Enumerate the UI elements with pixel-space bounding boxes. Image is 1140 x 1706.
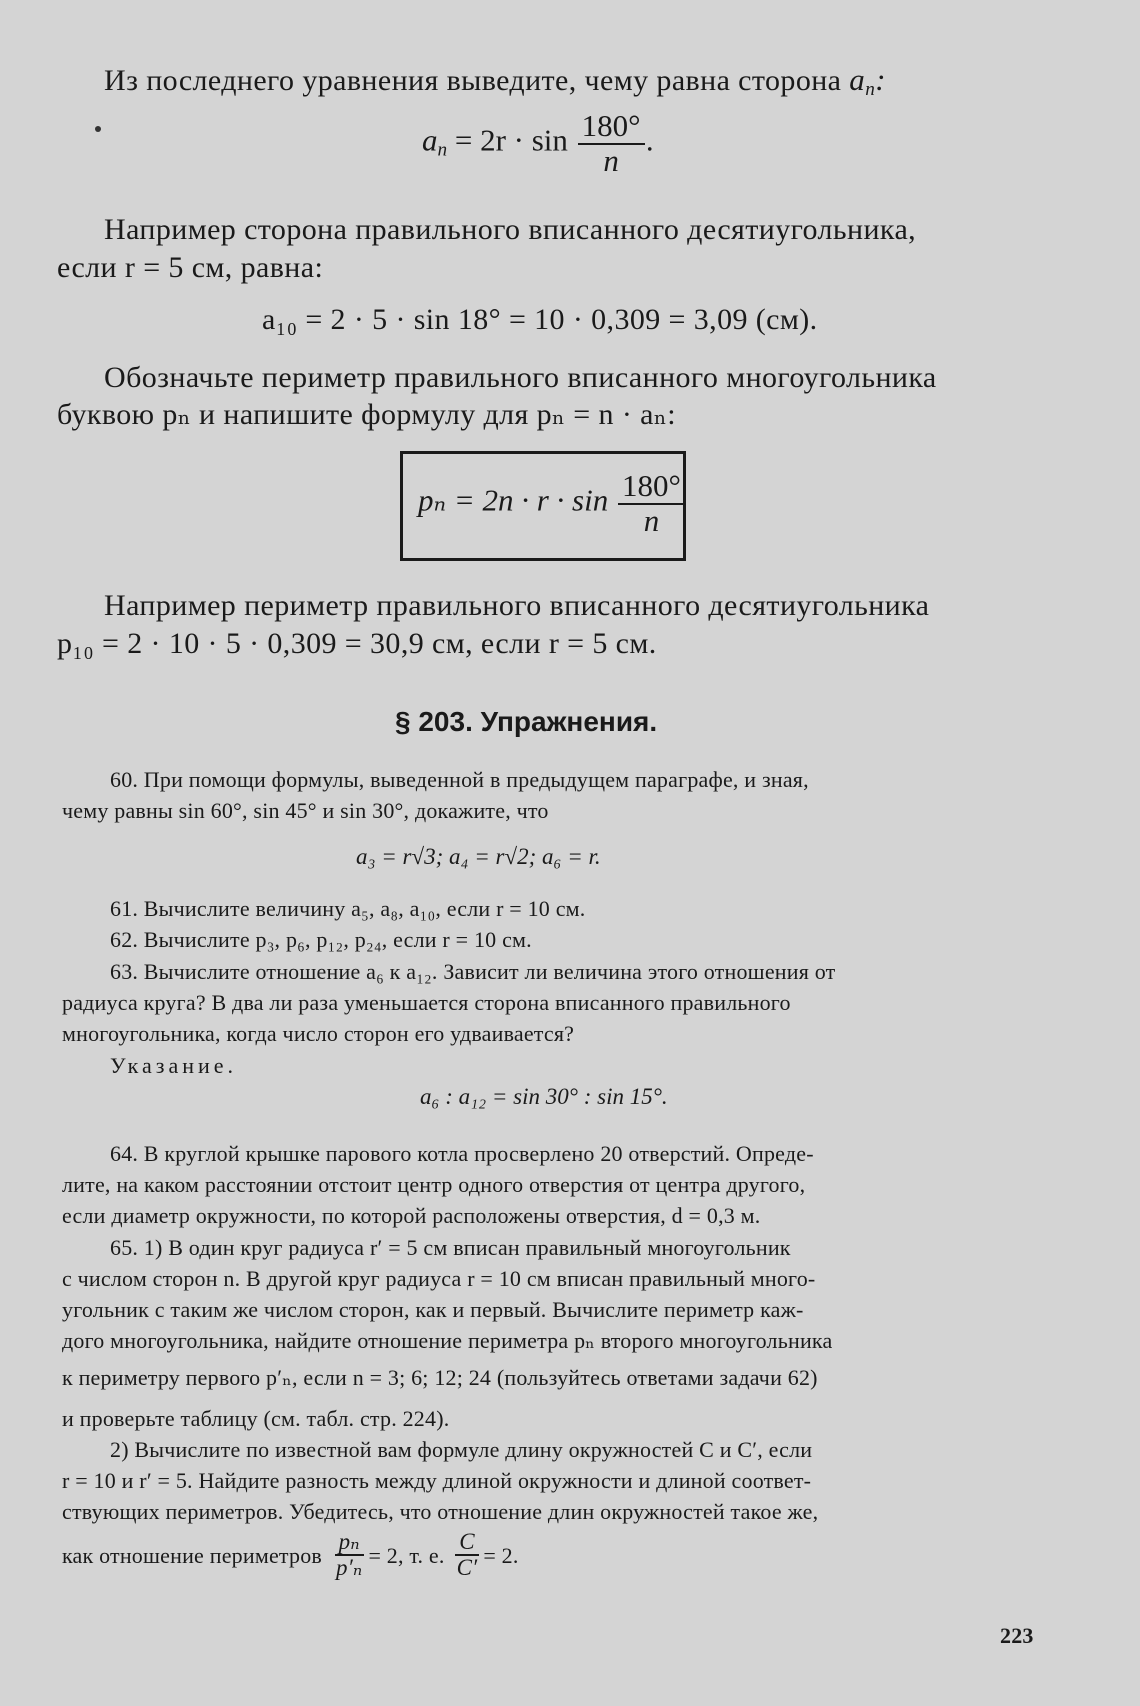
- exercise-64-line-2: лите, на каком расстоянии отстоит центр одного отверстия от центра другого,: [62, 1172, 806, 1197]
- fraction-denominator: n: [603, 142, 619, 178]
- ratio-sentence: как отношение периметров: [62, 1542, 322, 1568]
- ratio-fraction-circumferences: [453, 1530, 482, 1580]
- paragraph-text: Из последнего уравнения выведите, чему равна сторона: [104, 64, 842, 97]
- exercise-60-formula: a₃ = r√3; a₄ = r√2; a₆ = r.: [356, 844, 601, 869]
- exercise-65-line-4: дого многоугольника, найдите отношение периметра pₙ второго многоугольника: [62, 1328, 833, 1353]
- ratio-circumferences-numerator: C: [455, 1530, 479, 1556]
- paragraph-perimeter-line-2: буквою pₙ и напишите формулу для pₙ = n · aₙ:: [57, 398, 676, 431]
- paragraph-example-line-1: Например сторона правильного вписанного десятиугольника,: [104, 213, 917, 246]
- page-number: 223: [1000, 1623, 1034, 1648]
- paragraph-perimeter-example-line-1: Например периметр правильного вписанного десятиугольника: [104, 589, 930, 622]
- fraction-numerator: 180°: [578, 110, 645, 145]
- ratio-equals-text: = 2, т. е.: [368, 1542, 445, 1568]
- formula-side-an: $a_n = 2r \cdot \sin$ $\frac{180^\circ}{n}$ .: [422, 108, 655, 178]
- formula-lhs-sub: n: [437, 139, 448, 161]
- exercise-65-line-1: 65. 1) В один круг радиуса r′ = 5 см вписан правильный многоугольник: [110, 1235, 791, 1260]
- exercise-60-line-1: 60. При помощи формулы, выведенной в предыдущем параграфе, и зная,: [110, 767, 809, 792]
- paragraph-perimeter-example-line-2: p₁₀ = 2 · 10 · 5 · 0,309 = 30,9 см, если r = 5 см.: [57, 627, 657, 660]
- print-speck: [95, 126, 101, 132]
- exercise-65-line-2: с числом сторон n. В другой круг радиуса r = 10 см вписан правильный много-: [62, 1266, 816, 1291]
- formula-a10: a₁₀ = 2 · 5 · sin 18° = 10 · 0,309 = 3,09 (см).: [262, 303, 818, 336]
- formula-lhs: a: [422, 122, 438, 158]
- ratio-perimeters-denominator: p′ₙ: [336, 1555, 363, 1581]
- ratio-equals-end: = 2.: [483, 1542, 519, 1568]
- exercise-65-part2-line-4: [62, 1530, 519, 1580]
- exercise-65-line-3: угольник с таким же числом сторон, как и первый. Вычислите периметр каж-: [62, 1297, 804, 1322]
- hint-formula: a₆ : a₁₂ = sin 30° : sin 15°.: [420, 1084, 668, 1109]
- exercise-65-part2-line-1: 2) Вычислите по известной вам формуле длину окружностей C и C′, если: [110, 1437, 813, 1462]
- exercise-60-line-2: чему равны sin 60°, sin 45° и sin 30°, докажите, что: [62, 798, 549, 823]
- ratio-perimeters-numerator: pₙ: [335, 1530, 364, 1556]
- ratio-fraction-perimeters: [332, 1530, 366, 1580]
- boxed-formula-text: pₙ = 2n · r · sin: [418, 482, 609, 518]
- fraction-180-n: [578, 110, 645, 177]
- exercise-64-line-1: 64. В круглой крышке парового котла просверлено 20 отверстий. Опреде-: [110, 1141, 814, 1166]
- exercise-63-line-1: 63. Вычислите отношение a₆ к a₁₂. Зависит ли величина этого отношения от: [110, 959, 836, 984]
- hint-label: Указание.: [110, 1053, 238, 1078]
- paragraph-example-line-2: если r = 5 см, равна:: [57, 251, 324, 284]
- section-heading: § 203. Упражнения.: [395, 706, 658, 737]
- exercise-64-line-3: если диаметр окружности, по которой расположены отверстия, d = 0,3 м.: [62, 1203, 761, 1228]
- boxed-fraction: [618, 470, 685, 537]
- paragraph-perimeter-line-1: Обозначьте периметр правильного вписанного многоугольника: [104, 361, 937, 394]
- boxed-fraction-denominator: n: [643, 502, 660, 538]
- exercise-63-line-2: радиуса круга? В два ли раза уменьшается сторона вписанного правильного: [62, 990, 791, 1015]
- exercise-63-line-3: многоугольника, когда число сторон его удваивается?: [62, 1021, 575, 1046]
- boxed-fraction-numerator: 180°: [618, 470, 685, 505]
- exercise-62: 62. Вычислите p₃, p₆, p₁₂, p₂₄, если r = 10 см.: [110, 927, 532, 952]
- formula-rhs: = 2r · sin: [454, 122, 568, 158]
- exercise-65-part2-line-3: ствующих периметров. Убедитесь, что отношение длин окружностей такое же,: [62, 1499, 819, 1524]
- exercise-65-part2-line-2: r = 10 и r′ = 5. Найдите разность между длиной окружности и длиной соответ-: [62, 1468, 812, 1493]
- paragraph-derive-side: Из последнего уравнения выведите, чему равна сторона $a_n$:: [104, 62, 886, 100]
- exercise-65-line-5: к периметру первого p′ₙ, если n = 3; 6; 12; 24 (пользуйтесь ответами задачи 62): [62, 1365, 818, 1390]
- ratio-circumferences-denominator: C′: [456, 1555, 478, 1581]
- exercise-61: 61. Вычислите величину a₅, a₈, a₁₀, если r = 10 см.: [110, 896, 586, 921]
- exercise-65-line-6: и проверьте таблицу (см. табл. стр. 224).: [62, 1406, 450, 1431]
- boxed-formula: [418, 470, 687, 537]
